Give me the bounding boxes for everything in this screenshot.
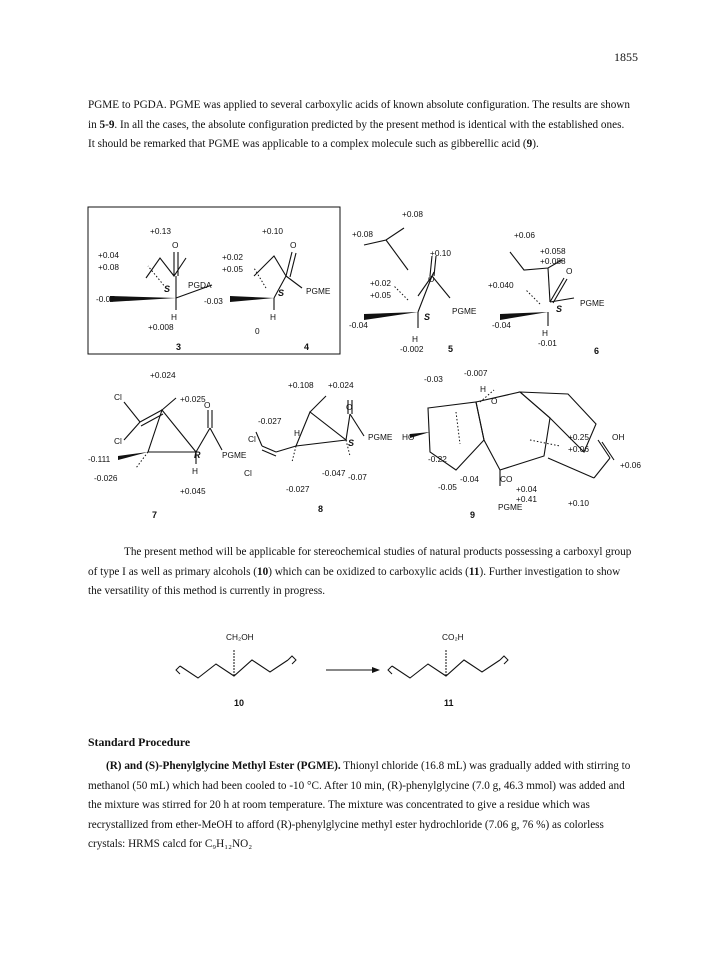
delta-value-label: +0.088 [540, 256, 566, 266]
delta-value-label: +0.08 [98, 262, 119, 272]
delta-value-label: -0.04 [460, 474, 479, 484]
stereo-descriptor: S [278, 288, 285, 298]
compound-number: 7 [152, 510, 158, 520]
stereo-descriptor: S [556, 304, 563, 314]
delta-value-label: +0.06 [514, 230, 535, 240]
scheme-10-to-11 [176, 650, 508, 678]
stereo-descriptor: R [194, 450, 201, 460]
group-label: CO [500, 474, 513, 484]
delta-value-label: -0.027 [286, 484, 310, 494]
delta-value-label: -0.03 [204, 296, 223, 306]
group-label: PGME [368, 432, 393, 442]
group-label: H [542, 328, 548, 338]
delta-value-label: +0.04 [516, 484, 537, 494]
delta-value-label: +0.058 [540, 246, 566, 256]
scheme-right-group: CO₂H [442, 632, 464, 642]
group-label: H [480, 384, 486, 394]
delta-value-label: +0.024 [150, 370, 176, 380]
delta-value-label: +0.045 [180, 486, 206, 496]
delta-value-label: +0.040 [488, 280, 514, 290]
delta-value-label: +0.008 [148, 322, 174, 332]
group-label: Cl [244, 468, 252, 478]
delta-value-label: +0.024 [328, 380, 354, 390]
compound-number: 4 [304, 342, 310, 352]
delta-value-label: -0.04 [349, 320, 368, 330]
delta-value-label: +0.025 [180, 394, 206, 404]
delta-value-label: -0.22 [428, 454, 447, 464]
delta-value-label: -0.007 [464, 368, 488, 378]
delta-value-label: -0.07 [348, 472, 367, 482]
intro-paragraph: PGME to PGDA. PGME was applied to several carboxylic acids of known absolute configuration. The results are shown in 5-9. In all the cases, the absolute configuration predicted by the present method is identical with the established ones. It should be remarked that PGME was applicable to a complex molecule such as gibberellic acid (9). [88, 99, 630, 150]
compound-ref: 9 [526, 138, 533, 150]
outlook-paragraph: The present method will be applicable for stereochemical studies of natural products possessing a carboxyl group of type I as well as primary alcohols (10) which can be oxidized to carboxylic acids (11). Further investigation to show the versatility of this method is currently in progress. [88, 546, 632, 597]
delta-value-label: +0.06 [620, 460, 641, 470]
delta-value-label: +0.05 [222, 264, 243, 274]
group-label: H [294, 428, 300, 438]
delta-value-label: +0.06 [568, 444, 589, 454]
group-label: O [172, 240, 179, 250]
compound-number: 6 [594, 346, 600, 356]
delta-value-label: -0.047 [322, 468, 346, 478]
group-label: Cl [114, 392, 122, 402]
group-label: O [204, 400, 211, 410]
delta-value-label: -0.04 [492, 320, 511, 330]
group-label: PGME [580, 298, 605, 308]
page-number: 1855 [614, 50, 638, 64]
compound-number: 3 [176, 342, 182, 352]
reference-box [88, 207, 340, 354]
scheme-right-label: 11 [444, 698, 454, 708]
group-label: Cl [114, 436, 122, 446]
delta-value-label: -0.01 [538, 338, 557, 348]
delta-value-label: +0.13 [150, 226, 171, 236]
group-label: O [290, 240, 297, 250]
group-label: O [428, 274, 435, 284]
procedure-title: (R) and (S)-Phenylglycine Methyl Ester (PGME). [106, 760, 341, 772]
delta-value-label: -0.05 [438, 482, 457, 492]
delta-value-label: +0.41 [516, 494, 537, 504]
delta-value-label: +0.10 [262, 226, 283, 236]
group-label: O [346, 402, 353, 412]
group-label: Cl [248, 434, 256, 444]
stereo-descriptor: S [424, 312, 431, 322]
group-label: PGME [306, 286, 331, 296]
delta-value-label: +0.05 [370, 290, 391, 300]
group-label: O [491, 396, 498, 406]
group-label: H [192, 466, 198, 476]
group-label: HO [402, 432, 415, 442]
delta-value-label: 0 [255, 326, 260, 336]
delta-value-label: -0.111 [88, 454, 111, 464]
delta-value-label: +0.08 [352, 229, 373, 239]
stereo-descriptor: S [348, 438, 355, 448]
section-heading: Standard Procedure [88, 735, 191, 749]
group-label: PGDA [188, 280, 212, 290]
compound-number: 8 [318, 504, 324, 514]
group-label: PGME [452, 306, 477, 316]
group-label: H [412, 334, 418, 344]
delta-value-label: +0.02 [370, 278, 391, 288]
delta-value-label: +0.25 [568, 432, 589, 442]
delta-value-label: +0.108 [288, 380, 314, 390]
delta-value-label: -0.027 [258, 416, 282, 426]
delta-value-label: +0.04 [98, 250, 119, 260]
delta-value-label: -0.026 [94, 473, 118, 483]
scheme-left-label: 10 [234, 698, 245, 708]
delta-value-label: +0.10 [568, 498, 589, 508]
delta-value-label: -0.002 [400, 344, 424, 354]
delta-value-label: +0.02 [222, 252, 243, 262]
delta-value-label: -0.03 [424, 374, 443, 384]
compound-number: 9 [470, 510, 476, 520]
group-label: H [171, 312, 177, 322]
stereo-descriptor: S [164, 284, 171, 294]
group-label: H [270, 312, 276, 322]
group-label: PGME [222, 450, 247, 460]
group-label: O [566, 266, 573, 276]
compound-ref: 5-9 [99, 118, 115, 131]
group-label: OH [612, 432, 625, 442]
scheme-left-group: CH₂OH [226, 632, 254, 642]
delta-value-label: +0.10 [430, 248, 451, 258]
delta-value-label: +0.08 [402, 209, 423, 219]
compound-number: 5 [448, 344, 454, 354]
group-label: PGME [498, 502, 523, 512]
delta-value-label: -0.07 [96, 294, 115, 304]
procedure-paragraph: (R) and (S)-Phenylglycine Methyl Ester (PGME). Thionyl chloride (16.8 mL) was gradually added with stirring to methanol (50 mL) which had been cooled to -10 °C. After 10 min, (R)-phenylglycine (7.0 g, 46.3 mmol) was added and the mixture was stirred for 20 h at room temperature. The mixture was concentrated to give a residue which was recrystallized from ether-MeOH to afford (R)-phenylglycine methyl ester hydrochloride (7.06 g, 76 %) as colorless crystals: HRMS calcd for C₉H₁₂NO₂ [88, 760, 631, 850]
